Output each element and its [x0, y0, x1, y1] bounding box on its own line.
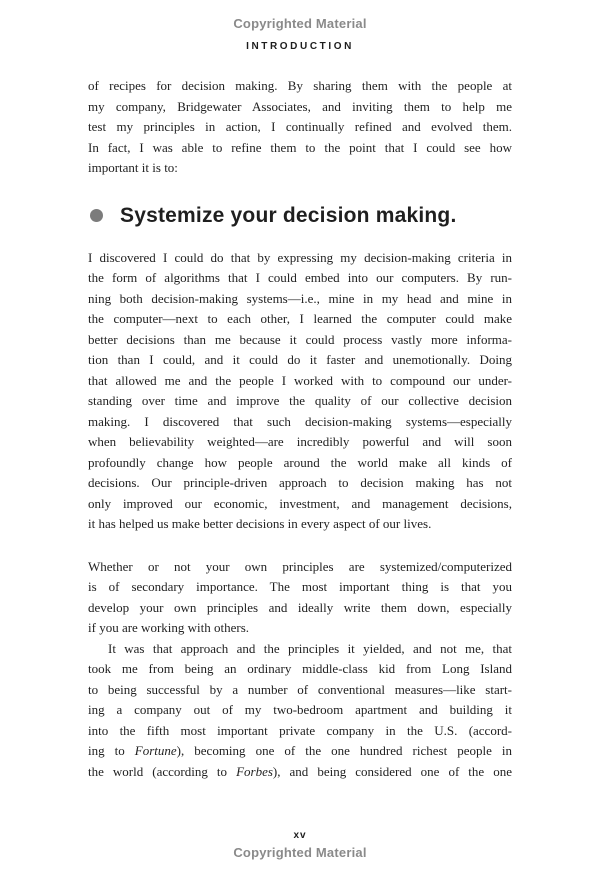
text-line: important it is to:	[88, 160, 178, 175]
text-line: test my principles in action, I continually refined and evolved them.	[88, 119, 512, 134]
text-line: to being successful by a number of conventional measures—like start-	[88, 681, 512, 697]
page-number: xv	[293, 830, 307, 841]
paragraph-group-before-heading	[88, 76, 512, 179]
text-line: ning both decision-making systems—i.e., mine in my head and mine in	[88, 290, 512, 306]
text-line: of recipes for decision making. By sharing them with the people at	[88, 78, 512, 93]
text-line: profoundly change how people around the world make all kinds of	[88, 454, 512, 470]
paragraph	[88, 248, 512, 535]
text-line: tion than I could, and it could do it faster and unemotionally. Doing	[88, 352, 512, 367]
text-line: standing over time and improve the quality of our collective decision	[88, 393, 512, 408]
bullet-icon	[90, 209, 103, 222]
text-line: I discovered I could do that by expressing my decision-making criteria in	[88, 249, 512, 265]
text-line: if you are working with others.	[88, 620, 250, 635]
text-line: my company, Bridgewater Associates, and inviting them to help me	[88, 98, 512, 114]
paragraph	[88, 639, 512, 783]
text-line: making. I discovered that such decision-making systems—especially	[88, 413, 512, 429]
text-line: Whether or not your own principles are systemized/computerized	[88, 558, 512, 574]
text-line: when believability weighted—are incredibly powerful and will soon	[88, 434, 512, 449]
copyright-notice-bottom: Copyrighted Material	[233, 845, 367, 860]
section-heading-text: Systemize your decision making.	[120, 203, 457, 227]
copyright-notice-top: Copyrighted Material	[233, 16, 367, 31]
running-header: INTRODUCTION	[246, 41, 354, 52]
text-line: the computer—next to each other, I learned the computer could make	[88, 311, 512, 326]
text-line: It was that approach and the principles it yielded, and not me, that	[108, 640, 512, 656]
paragraph	[88, 557, 512, 639]
text-line: into the fifth most important private company in the U.S. (accord-	[88, 722, 512, 738]
page-body	[88, 76, 512, 782]
text-line: ing a company out of my two-bedroom apartment and building it	[88, 702, 512, 717]
text-line: ing to Fortune), becoming one of the one hundred richest people in	[88, 743, 512, 758]
text-line: it has helped us make better decisions in every aspect of our lives.	[88, 516, 432, 531]
text-line: that allowed me and the people I worked with to compound our under-	[88, 372, 512, 388]
text-line: decisions. Our principle-driven approach to decision making has not	[88, 475, 512, 490]
text-line: took me from being an ordinary middle-class kid from Long Island	[88, 661, 512, 676]
text-line: develop your own principles and ideally write them down, especially	[88, 599, 512, 615]
text-line: In fact, I was able to refine them to the point that I could see how	[88, 139, 512, 155]
text-line: better decisions than me because it could process vastly more informa-	[88, 331, 512, 347]
text-line: is of secondary importance. The most important thing is that you	[88, 579, 512, 594]
text-line: the form of algorithms that I could embed into our computers. By run-	[88, 270, 512, 285]
text-line: only improved our economic, investment, and management decisions,	[88, 495, 512, 511]
text-line: the world (according to Forbes), and being considered one of the one	[88, 763, 512, 779]
section-heading	[90, 203, 512, 229]
paragraph-group-after-heading	[88, 248, 512, 783]
paragraph	[88, 76, 512, 179]
